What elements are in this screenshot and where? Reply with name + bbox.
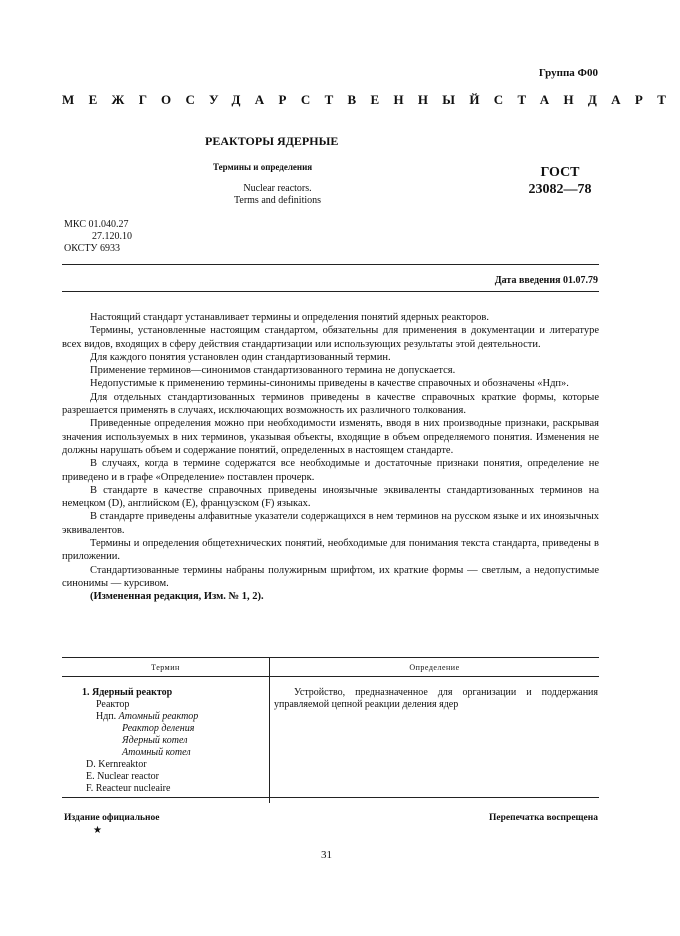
intro-text	[62, 311, 599, 604]
table-row	[62, 677, 599, 804]
paragraph: Термины, установленные настоящим стандартом, обязательны для применения в документации и литературе всех видов, входящих в сферу действия стандартизации или использующих результаты этой деятельности.	[62, 325, 599, 350]
effective-date	[495, 275, 598, 286]
ndp-synonym: Атомный реактор	[118, 711, 199, 722]
equivalent-french: F. Reacteur nucleaire	[86, 783, 171, 794]
paragraph: Для отдельных стандартизованных терминов приведены в качестве справочных краткие формы, которые разрешается применять в случаях, исключающих возможность их различного толкования.	[62, 391, 599, 417]
paragraph: Термины и определения общетехнических понятий, необходимые для понимания текста стандарта, приведены в приложении.	[62, 538, 599, 563]
column-header-term: Термин	[62, 658, 270, 677]
english-title-line1: Nuclear reactors.	[243, 183, 312, 194]
paragraph: Применение терминов—синонимов стандартизованного термина не допускается.	[90, 365, 456, 377]
english-title-line2: Terms and definitions	[233, 195, 322, 206]
gost-number	[510, 164, 610, 198]
table-header-row	[62, 658, 599, 677]
ndp-synonym: Реактор деления	[122, 723, 195, 734]
group-code: Группа Ф00	[538, 67, 598, 79]
paragraph: Приведенные определения можно при необходимости изменять, вводя в них производные признаки, раскрывая значения используемых в них терминов, указывая объекты, входящие в объем определяемого понятия. Изменения не должны нарушать объем и содержание понятий, определенных в настоящем стандарте.	[62, 418, 599, 456]
effective-date-label: Дата введения	[494, 275, 561, 286]
paragraph: Настоящий стандарт устанавливает термины и определения понятий ядерных реакторов.	[90, 312, 489, 323]
paragraph: В случаях, когда в термине содержатся все необходимые и достаточные признаки понятия, определение не приведено и в графе «Определение» поставлен прочерк.	[62, 458, 599, 483]
standard-banner	[62, 92, 680, 108]
okstu-code: ОКСТУ 6933	[64, 243, 121, 254]
paragraph: В стандарте в качестве справочных приведены иноязычные эквиваленты стандартизованных терминов на немецком (D), английском (E), французском (F) языках.	[62, 484, 599, 510]
terms-table	[62, 657, 599, 803]
banner-word-standard: СТАНДАРТ	[493, 92, 680, 107]
ndp-label: Ндп.	[96, 711, 117, 722]
divider-table-bottom	[62, 797, 599, 798]
ndp-synonym: Атомный котел	[122, 747, 191, 758]
classification-codes	[64, 219, 132, 255]
english-title	[220, 183, 335, 207]
equivalent-german: D. Kernreaktor	[86, 759, 147, 770]
doc-title: РЕАКТОРЫ ЯДЕРНЫЕ	[205, 134, 339, 148]
banner-word-interstate: МЕЖГОСУДАРСТВЕННЫЙ	[62, 92, 494, 107]
equivalent-english: E. Nuclear reactor	[86, 771, 160, 782]
page-number: 31	[321, 849, 332, 861]
mks-code-1: МКС 01.040.27	[64, 219, 129, 230]
term-standard: 1. Ядерный реактор	[82, 687, 173, 698]
term-cell	[62, 677, 270, 804]
effective-date-value: 01.07.79	[563, 275, 598, 286]
paragraph: Недопустимые к применению термины-синонимы приведены в качестве справочных и обозначены «Ндп».	[90, 378, 569, 390]
definition-cell	[270, 677, 600, 804]
column-header-definition: Определение	[270, 658, 600, 677]
doc-subtitle: Термины и определения	[213, 162, 313, 172]
definition-text: Устройство, предназначенное для организации и поддержания управляемой цепной реакции деления ядер	[274, 687, 598, 710]
reprint-prohibited-note: Перепечатка воспрещена	[488, 813, 598, 823]
official-edition-note: Издание официальное	[64, 813, 160, 823]
mks-code-2: 27.120.10	[92, 231, 132, 242]
divider-top	[62, 264, 599, 265]
star-icon: ★	[93, 825, 102, 836]
gost-label: ГОСТ	[540, 165, 580, 180]
paragraph: Стандартизованные термины набраны полужирным шрифтом, их краткие формы — светлым, а недопустимые синонимы — курсивом.	[62, 564, 599, 589]
gost-code: 23082—78	[528, 182, 592, 197]
divider-date	[62, 291, 599, 292]
paragraph: В стандарте приведены алфавитные указатели содержащихся в нем терминов на русском языке и их иноязычных эквивалентов.	[62, 511, 599, 536]
term-ndp-line	[82, 711, 268, 723]
ndp-synonym: Ядерный котел	[122, 735, 188, 746]
term-short-form: Реактор	[96, 699, 130, 710]
amendment-note: (Измененная редакция, Изм. № 1, 2).	[90, 591, 264, 603]
paragraph: Для каждого понятия установлен один стандартизованный термин.	[90, 351, 391, 363]
